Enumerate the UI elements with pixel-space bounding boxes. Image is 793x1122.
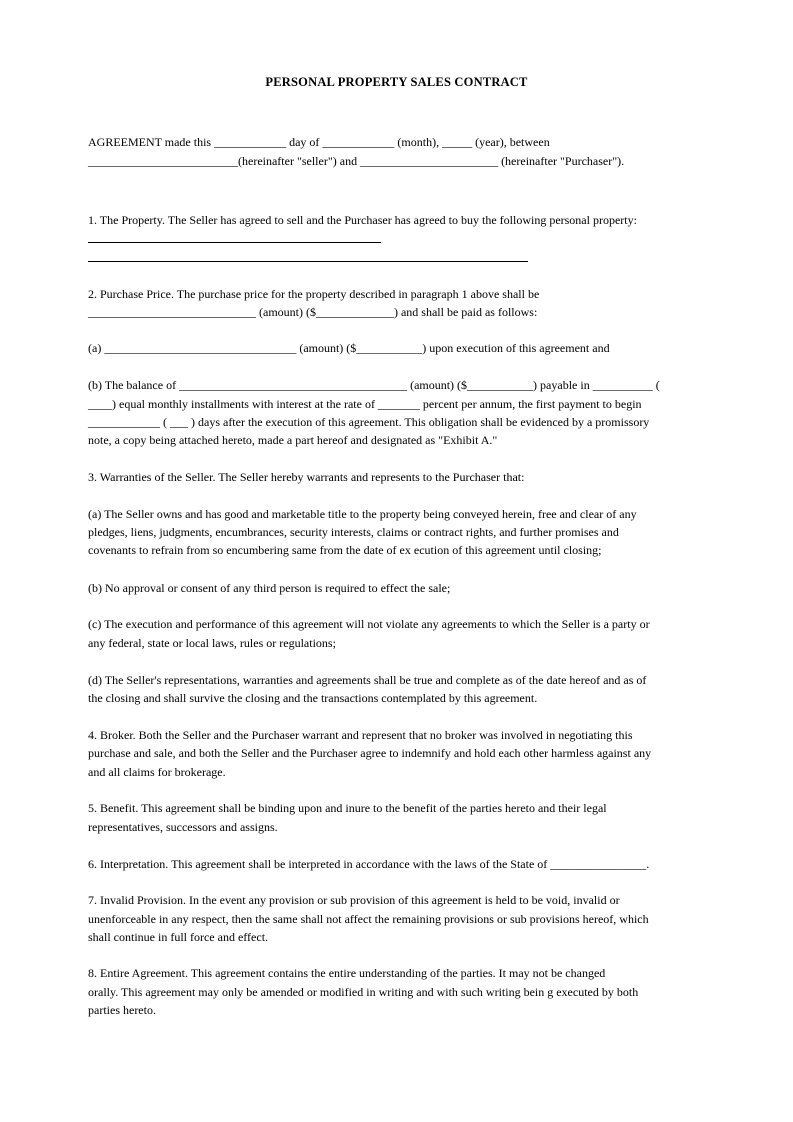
section-4-line-3: and all claims for brokerage. — [88, 765, 226, 779]
section-3d-line-2: the closing and shall survive the closing and the transactions contemplated by this agreement. — [88, 691, 538, 705]
section-6-interpretation: 6. Interpretation. This agreement shall be interpreted in accordance with the laws of the State of ________________. — [88, 857, 650, 871]
section-2-line-1: 2. Purchase Price. The purchase price for the property described in paragraph 1 above shall be — [88, 287, 540, 301]
section-3a-line-2: pledges, liens, judgments, encumbrances, security interests, claims or contract rights, and further promises and — [88, 525, 619, 539]
property-blank-line-1 — [88, 242, 381, 243]
section-4-line-1: 4. Broker. Both the Seller and the Purchaser warrant and represent that no broker was involved in negotiating this — [88, 728, 633, 742]
preamble-line-2: _________________________(hereinafter "seller") and _______________________ (hereinafter "Purchaser"). — [88, 154, 625, 168]
section-7-line-2: unenforceable in any respect, then the same shall not affect the remaining provisions or sub provisions hereof, which — [88, 912, 649, 926]
preamble-line-1: AGREEMENT made this ____________ day of ____________ (month), _____ (year), between — [88, 135, 550, 149]
section-3c-line-2: any federal, state or local laws, rules or regulations; — [88, 636, 336, 650]
section-2a: (a) ________________________________ (amount) ($___________) upon execution of this agreement and — [88, 341, 610, 355]
section-3b: (b) No approval or consent of any third person is required to effect the sale; — [88, 581, 451, 595]
section-5-line-2: representatives, successors and assigns. — [88, 820, 278, 834]
section-3d-line-1: (d) The Seller's representations, warranties and agreements shall be true and complete as of the date hereof and as of — [88, 673, 647, 687]
document-title: PERSONAL PROPERTY SALES CONTRACT — [265, 75, 528, 89]
section-2b-line-2: ____) equal monthly installments with interest at the rate of _______ percent per annum, the first payment to begin — [88, 397, 642, 411]
property-blank-line-2 — [88, 261, 528, 262]
section-5-line-1: 5. Benefit. This agreement shall be binding upon and inure to the benefit of the parties hereto and their legal — [88, 801, 607, 815]
section-4-line-2: purchase and sale, and both the Seller and the Purchaser agree to indemnify and hold each other harmless against any — [88, 746, 652, 760]
section-8-line-2: orally. This agreement may only be amended or modified in writing and with such writing bein g executed by both — [88, 985, 639, 999]
section-8-line-3: parties hereto. — [88, 1003, 156, 1017]
section-2-line-2: ____________________________ (amount) ($_____________) and shall be paid as follows: — [88, 305, 538, 319]
section-1-property: 1. The Property. The Seller has agreed to sell and the Purchaser has agreed to buy the following personal property: — [88, 213, 637, 227]
section-3a-line-1: (a) The Seller owns and has good and marketable title to the property being conveyed herein, free and clear of any — [88, 507, 637, 521]
section-7-line-3: shall continue in full force and effect. — [88, 930, 269, 944]
section-2b-line-1: (b) The balance of ______________________________________ (amount) ($___________) payable in __________ ( — [88, 378, 660, 392]
section-3a-line-3: covenants to refrain from so encumbering same from the date of ex ecution of this agreement until closing; — [88, 543, 602, 557]
section-8-line-1: 8. Entire Agreement. This agreement contains the entire understanding of the parties. It may not be changed — [88, 966, 606, 980]
section-2b-line-3: ____________ ( ___ ) days after the execution of this agreement. This obligation shall be evidenced by a promissory — [88, 415, 650, 429]
section-2b-line-4: note, a copy being attached hereto, made a part hereof and designated as "Exhibit A." — [88, 433, 498, 447]
section-7-line-1: 7. Invalid Provision. In the event any provision or sub provision of this agreement is held to be void, invalid or — [88, 893, 620, 907]
section-3c-line-1: (c) The execution and performance of this agreement will not violate any agreements to which the Seller is a party or — [88, 617, 650, 631]
section-3-warranties: 3. Warranties of the Seller. The Seller hereby warrants and represents to the Purchaser that: — [88, 470, 525, 484]
